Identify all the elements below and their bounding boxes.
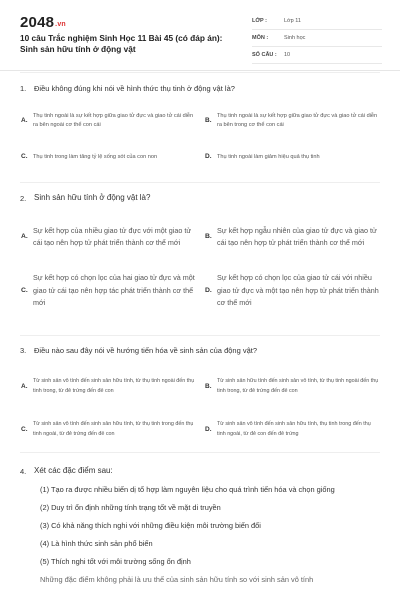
option-letter: B. — [205, 232, 212, 240]
question-3 — [20, 335, 380, 452]
question-4 — [20, 452, 380, 585]
answer-options — [20, 106, 380, 172]
option-a[interactable] — [20, 368, 196, 406]
option-text: Sự kết hợp ngẫu nhiên của giao tử đực và giao tử cái tạo nên hợp tử phát triển thành cơ thể mới — [217, 225, 377, 247]
logo-suffix: .vn — [55, 21, 66, 28]
page-header — [0, 0, 400, 71]
option-letter: C. — [21, 426, 28, 434]
question-stem: Điều nào sau đây nói về hướng tiến hóa về sinh sản của động vật? — [34, 346, 258, 355]
question-number: 4. — [20, 467, 27, 476]
question-stem: Điều không đúng khi nói về hình thức thụ tinh ở động vật là? — [34, 84, 235, 93]
option-letter: C. — [21, 152, 28, 160]
question-stem: Sinh sản hữu tính ở động vật là? — [34, 193, 151, 202]
statement-item: Những đặc điểm không phải là ưu thế của sinh sản hữu tính so với sinh sản vô tính — [40, 575, 314, 584]
question-stem: Xét các đặc điểm sau: — [34, 466, 113, 475]
option-a[interactable] — [20, 106, 196, 136]
statement-item: (3) Có khả năng thích nghi với những điều kiện môi trường biến đổi — [40, 521, 261, 530]
statement-item: (2) Duy trì ổn định những tính trạng tốt về mặt di truyền — [40, 503, 221, 512]
option-text: Thụ tinh ngoài là sự kết hợp giữa giao tử đực và giao tử cái diễn ra bên ngoài cơ thể con cái — [33, 113, 194, 128]
statement-list — [20, 484, 380, 585]
statement-item: (4) Là hình thức sinh sản phổ biến — [40, 539, 153, 548]
option-text: Thụ tinh trong làm tăng tỷ lệ sống sót của con non — [33, 153, 158, 160]
meta-row-count — [252, 47, 382, 64]
question-text — [20, 465, 380, 476]
answer-options — [20, 213, 380, 315]
option-c[interactable] — [20, 142, 196, 172]
option-d[interactable] — [204, 267, 380, 315]
option-text: Thụ tinh ngoài là sự kết hợp giữa giao tử đực và giao tử cái diễn ra bên trong cơ thể con cái — [217, 113, 378, 128]
question-number: 3. — [20, 346, 27, 355]
option-b[interactable] — [204, 213, 380, 261]
option-c[interactable] — [20, 411, 196, 449]
meta-key: MÔN : — [252, 35, 269, 41]
option-text: Từ sinh sản vô tính đến sinh sản hữu tính, thụ tinh trong đến thụ tinh ngoài, từ đẻ con đến đẻ trứng — [217, 421, 371, 437]
option-c[interactable] — [20, 267, 196, 315]
question-text — [20, 192, 380, 203]
meta-row-class — [252, 13, 382, 30]
option-letter: D. — [205, 426, 212, 434]
question-text — [20, 346, 380, 356]
option-letter: A. — [21, 232, 28, 240]
question-number: 2. — [20, 194, 27, 203]
option-a[interactable] — [20, 213, 196, 261]
meta-row-subject — [252, 30, 382, 47]
option-letter: D. — [205, 286, 212, 294]
meta-value: 10 — [284, 52, 291, 58]
question-number: 1. — [20, 84, 27, 93]
question-text — [20, 84, 380, 94]
question-2 — [20, 182, 380, 335]
option-text: Từ sinh sản vô tính đến sinh sản hữu tính, từ thụ tinh trong đến thụ tinh ngoài, từ đẻ trứng đến đẻ con — [33, 421, 194, 437]
question-1 — [20, 72, 380, 182]
document-title: 10 câu Trắc nghiệm Sinh Học 11 Bài 45 (có đáp án): Sinh sản hữu tính ở động vật — [20, 33, 223, 54]
document-meta — [252, 13, 382, 64]
option-text: Sự kết hợp có chọn lọc của giao tử cái với nhiều giao tử đực và một tạo nên hợp tử phát triển thành cơ thể mới — [217, 273, 379, 308]
option-letter: B. — [205, 116, 212, 124]
option-letter: D. — [205, 152, 212, 160]
site-logo[interactable] — [20, 14, 66, 31]
option-text: Từ sinh sản hữu tính đến sinh sản vô tính, từ thụ tinh ngoài đến thụ tinh trong, từ đẻ trứng đến đẻ con — [217, 378, 379, 394]
option-letter: A. — [21, 383, 28, 391]
statement-item: (1) Tạo ra được nhiều biến dị tổ hợp làm nguyên liệu cho quá trình tiến hóa và chọn giống — [40, 485, 335, 494]
option-text: Thụ tinh ngoài làm giảm hiệu quả thụ tinh — [217, 153, 320, 160]
option-letter: B. — [205, 383, 212, 391]
statement-item: (5) Thích nghi tốt với môi trường sống ổn định — [40, 557, 191, 566]
option-b[interactable] — [204, 368, 380, 406]
option-text: Từ sinh sản vô tính đến sinh sản hữu tính, từ thụ tinh ngoài đến thụ tinh trong, từ đẻ trứng đến đẻ con — [33, 378, 195, 394]
meta-key: SỐ CÂU : — [252, 52, 277, 58]
meta-value: Sinh học — [284, 35, 306, 41]
option-d[interactable] — [204, 411, 380, 449]
option-b[interactable] — [204, 106, 380, 136]
question-list — [20, 72, 380, 585]
logo-text: 2048 — [20, 14, 55, 31]
option-letter: C. — [21, 286, 28, 294]
meta-value: Lớp 11 — [284, 18, 301, 24]
option-text: Sự kết hợp của nhiều giao tử đực với một giao tử cái tạo nên hợp tử phát triển thành cơ thể mới — [33, 225, 192, 247]
option-text: Sự kết hợp có chọn lọc của hai giao tử đực và một giao tử cái tạo nên hợp tác phát triển thành cơ thể mới — [33, 273, 195, 308]
meta-key: LỚP : — [252, 18, 267, 24]
answer-options — [20, 368, 380, 449]
option-d[interactable] — [204, 142, 380, 172]
option-letter: A. — [21, 116, 28, 124]
